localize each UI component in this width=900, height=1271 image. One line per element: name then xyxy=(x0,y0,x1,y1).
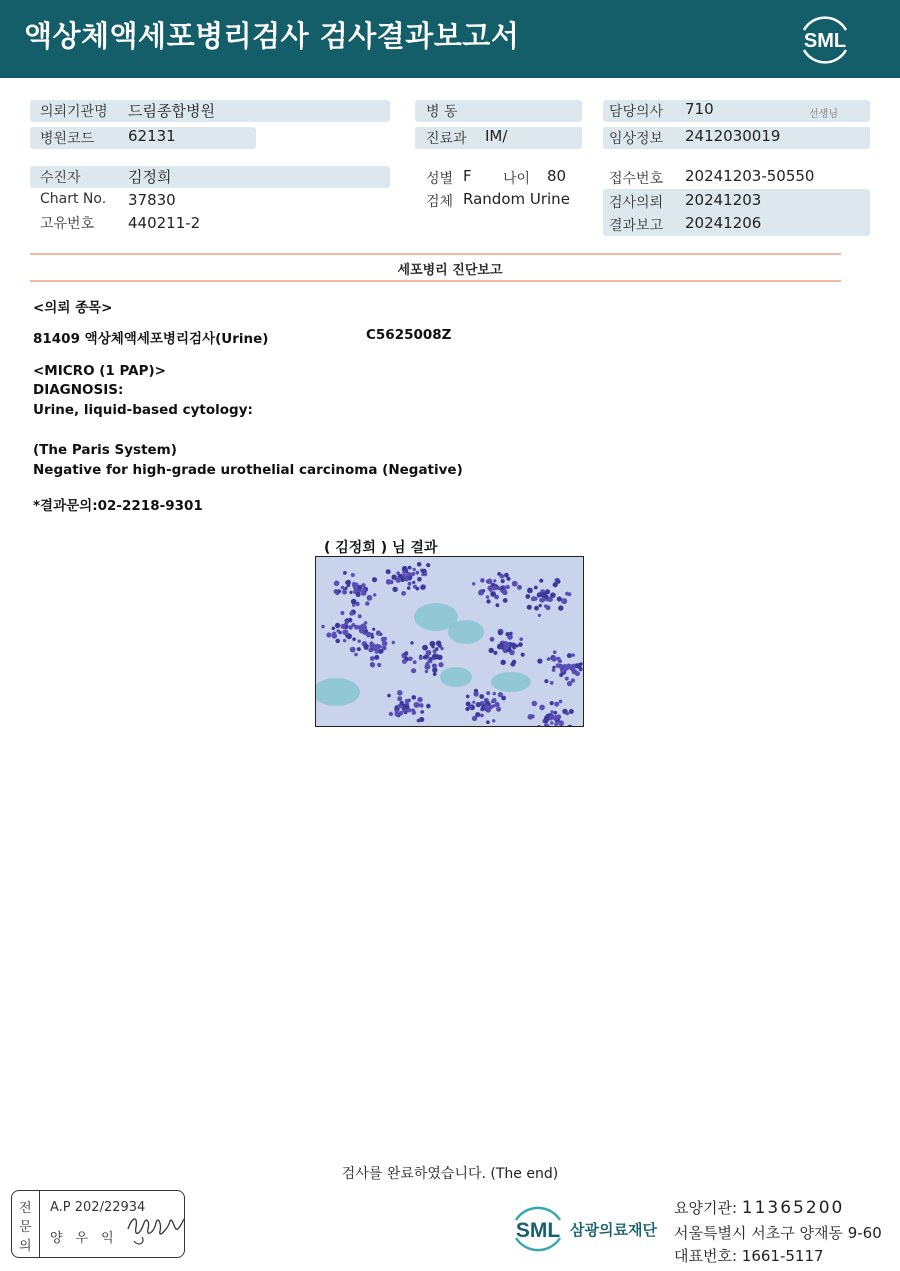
report-title: 액상체액세포병리검사 검사결과보고서 xyxy=(24,19,520,53)
org-name: 삼광의료재단 xyxy=(570,1221,657,1239)
test-code: C5625008Z xyxy=(366,327,452,343)
receipt-value: 20241203-50550 xyxy=(685,167,815,185)
request-heading: <의뢰 종목> xyxy=(33,300,113,316)
report-date-label: 결과보고 xyxy=(609,218,664,234)
report-date-value: 20241206 xyxy=(685,214,762,232)
patient-value: 김정희 xyxy=(128,168,172,186)
specimen-label: 검체 xyxy=(426,194,454,210)
hospital-code-label: 병원코드 xyxy=(40,131,95,147)
section-rule-top xyxy=(30,253,841,255)
diagnosis-line: Urine, liquid-based cytology: xyxy=(33,402,253,418)
phone-value: 1661-5117 xyxy=(741,1247,824,1265)
end-text: 검사를 완료하였습니다. (The end) xyxy=(341,1166,559,1182)
hospital-code-value: 62131 xyxy=(128,127,176,145)
stamp-ap-number: A.P 202/22934 xyxy=(50,1200,146,1215)
contact-line: *결과문의:02-2218-9301 xyxy=(33,498,203,514)
institution-code-label: 요양기관: xyxy=(674,1199,738,1217)
stamp-side xyxy=(12,1191,40,1257)
specialist-stamp xyxy=(11,1190,185,1258)
sml-logo xyxy=(796,12,854,66)
section-rule-bottom xyxy=(30,280,841,282)
institution-code-value: 11365200 xyxy=(741,1198,845,1218)
signature xyxy=(124,1207,186,1247)
stamp-name: 양우익 xyxy=(50,1231,127,1246)
institution-label: 의뢰기관명 xyxy=(40,104,108,120)
chart-value: 37830 xyxy=(128,191,176,209)
request-date-label: 검사의뢰 xyxy=(609,195,664,211)
institution-code xyxy=(674,1197,844,1218)
doctor-label: 담당의사 xyxy=(609,104,664,120)
department-label: 진료과 xyxy=(426,131,467,147)
institution-value: 드림종합병원 xyxy=(128,102,215,120)
sex-value: F xyxy=(463,167,472,185)
result-line: Negative for high-grade urothelial carcinoma (Negative) xyxy=(33,462,463,478)
sex-label: 성별 xyxy=(426,171,454,187)
department-value: IM/ xyxy=(485,127,508,145)
stamp-side-char: 의 xyxy=(19,1239,32,1254)
section-title: 세포병리 진단보고 xyxy=(397,263,503,278)
clinical-info-label: 임상정보 xyxy=(609,131,664,147)
phone-label: 대표번호: xyxy=(674,1247,738,1265)
sml-logo-text: SML xyxy=(803,30,847,52)
micro-heading: <MICRO (1 PAP)> xyxy=(33,363,166,379)
unique-id-label: 고유번호 xyxy=(40,216,95,232)
patient-row xyxy=(30,166,390,188)
cytology-cells xyxy=(316,557,584,727)
image-caption: ( 김정희 ) 님 결과 xyxy=(324,540,438,556)
stamp-side-char: 전 xyxy=(19,1201,32,1216)
doctor-value: 710 xyxy=(685,100,714,118)
age-value: 80 xyxy=(547,167,567,185)
unique-id-value: 440211-2 xyxy=(128,214,201,232)
specimen-value: Random Urine xyxy=(463,190,570,208)
clinical-info-value: 2412030019 xyxy=(685,127,781,145)
sml-footer-logo-text: SML xyxy=(515,1219,561,1242)
patient-label: 수진자 xyxy=(40,170,81,186)
chart-label: Chart No. xyxy=(40,191,107,207)
paris-system-line: (The Paris System) xyxy=(33,442,177,458)
org-address: 서울특별시 서초구 양재동 9-60 xyxy=(674,1224,882,1242)
doctor-suffix: 선생님 xyxy=(809,109,838,120)
phone xyxy=(674,1245,824,1266)
sml-footer-logo xyxy=(508,1200,568,1256)
diagnosis-label: DIAGNOSIS: xyxy=(33,382,124,398)
stamp-side-char: 문 xyxy=(19,1220,32,1235)
receipt-label: 접수번호 xyxy=(609,171,664,187)
report-header xyxy=(0,0,900,78)
cytology-image xyxy=(315,556,584,727)
age-label: 나이 xyxy=(503,171,531,187)
ward-label: 병 동 xyxy=(426,104,458,120)
request-date-value: 20241203 xyxy=(685,191,762,209)
test-line: 81409 액상체액세포병리검사(Urine) xyxy=(33,331,269,347)
